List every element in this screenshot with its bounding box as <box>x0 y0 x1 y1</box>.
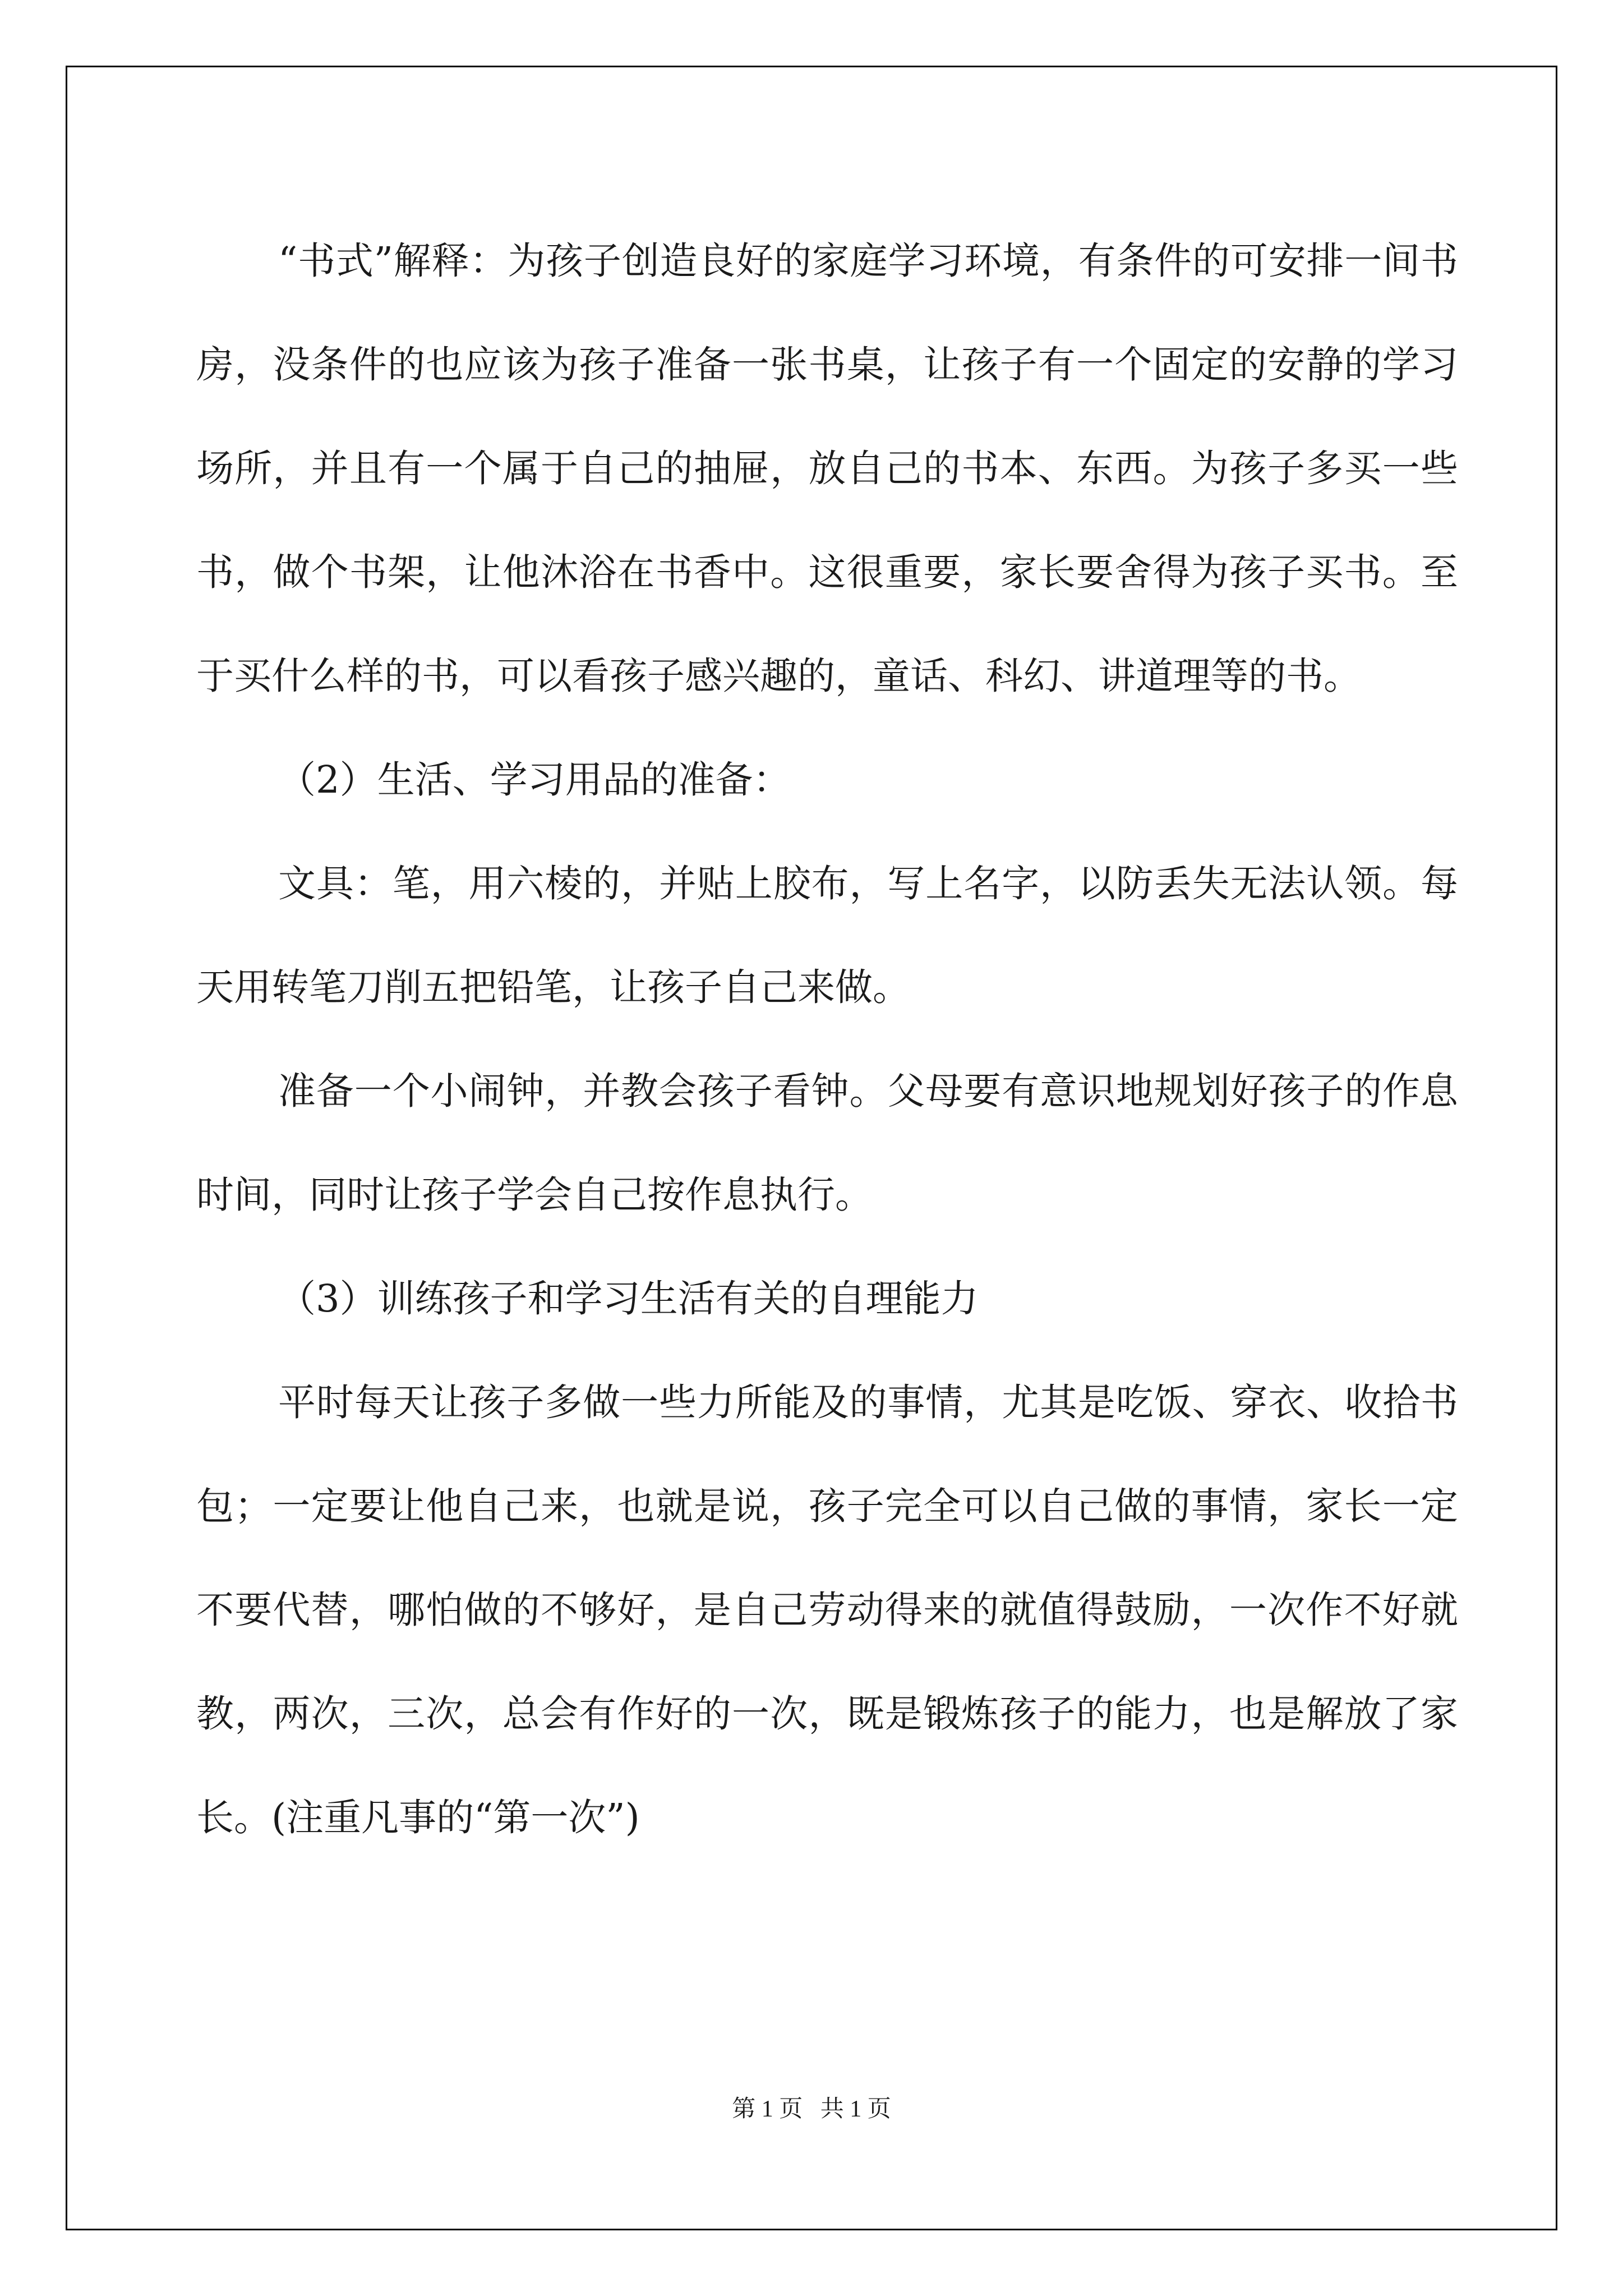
page-number-footer: 第 1 页 共 1 页 <box>732 2096 891 2122</box>
paragraph-alarm-clock: 准备一个小闹钟，并教会孩子看钟。父母要有意识地规划好孩子的作息时间，同时让孩子学会自己按作息执行。 <box>196 1069 1458 1217</box>
paragraph-self-care-heading: （3）训练孩子和学习生活有关的自理能力 <box>278 1277 979 1320</box>
paragraph-self-care: 平时每天让孩子多做一些力所能及的事情，尤其是吃饭、穿衣、收拾书包；一定要让他自己来，也就是说，孩子完全可以自己做的事情，家长一定不要代替，哪怕做的不够好，是自己劳动得来的就值得鼓励，一次作不好就教，两次，三次，总会有作好的一次，既是锻炼孩子的能力，也是解放了家长。(注重凡事的“第一次”) <box>196 1381 1458 1839</box>
paragraph-book-style: “书式”解释：为孩子创造良好的家庭学习环境，有条件的可安排一间书房，没条件的也应该为孩子准备一张书桌，让孩子有一个固定的安静的学习场所，并且有一个属于自己的抽屉，放自己的书本、东西。为孩子多买一些书，做个书架，让他沐浴在书香中。这很重要，家长要舍得为孩子买书。至于买什么样的书，可以看孩子感兴趣的，童话、科幻、讲道理等的书。 <box>196 239 1458 698</box>
paragraph-stationery: 文具：笔，用六棱的，并贴上胶布，写上名字，以防丢失无法认领。每天用转笔刀削五把铅笔，让孩子自己来做。 <box>196 862 1458 1009</box>
document-body <box>196 209 1458 1870</box>
paragraph-supplies-heading: （2）生活、学习用品的准备： <box>278 758 791 802</box>
